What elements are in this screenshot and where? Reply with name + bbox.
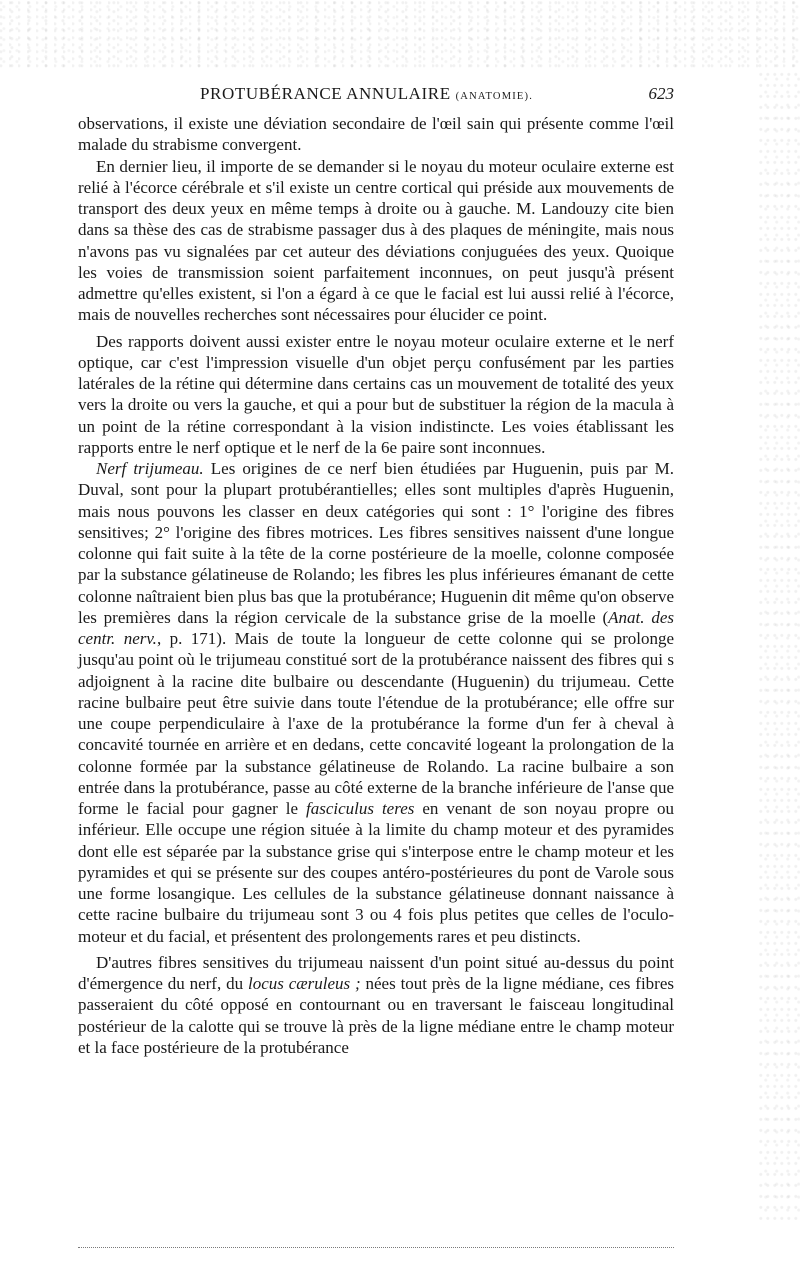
paragraph-5-part-1: D'autres fibres sensitives du trijumeau naissent d'un point situé au-dessus du point d'émergence du nerf, du xyxy=(78,952,674,993)
term-locus-caeruleus: locus cæruleus ; xyxy=(247,974,361,993)
paragraph-2: En dernier lieu, il importe de se demander si le noyau du moteur oculaire externe est relié à l'écorce cérébrale et s'il existe un centre cortical qui préside aux mouvements de transport des deux yeux en même temps à droite ou à gauche. M. Landouzy cite bien dans sa thèse des cas de strabisme passager dus à des plaques de méningite, mais nous n'avons pas vu signalées par cet auteur des déviations conjuguées des yeux. Quoique les voies de transmission soient parfaitement inconnues, on peut jusqu'à présent admettre qu'elles existent, si l'on a égard à ce que le facial est lui aussi relié à l'écorce, mais de nouvelles recherches sont nécessaires pour élucider ce point. xyxy=(78,156,674,325)
paragraph-4 xyxy=(78,458,674,947)
running-header xyxy=(78,84,674,110)
paragraph-4-part-1: Les origines de ce nerf bien étudiées par Huguenin, puis par M. Duval, sont pour la plupart protubérantielles; elles sont multiples d'après Huguenin, mais nous pouvons les classer en deux catégories qui sont : 1° l'origine des fibres sensitives; 2° l'origine des fibres motrices. Les fibres sensitives naissent d'une longue colonne qui fait suite à la tête de la corne postérieure de la moelle, colonne composée par la substance gélatineuse de Rolando; les fibres les plus inférieures émanant de cette colonne naîtraient bien plus bas que la protubérance; Huguenin dit même qu'on observe les premières dans la région cervicale de la substance grise de la moelle ( xyxy=(78,459,674,627)
term-fasciculus-teres: fasciculus teres xyxy=(306,799,415,818)
paragraph-3: Des rapports doivent aussi exister entre le noyau moteur oculaire externe et le nerf optique, car c'est l'impression visuelle d'un objet perçu confusément par les parties latérales de la rétine qui détermine dans certains cas un mouvement de totalité des yeux vers la droite ou vers la gauche, et qui a pour but de substituer la région de la macula à un point de la rétine correspondant à la vision indistincte. Les voies établissant les rapports entre le nerf optique et le nerf de la 6e paire sont inconnues. xyxy=(78,331,674,457)
paragraph-4-part-3: en venant de son noyau propre ou inférieur. Elle occupe une région située à la limite du champ moteur et des pyramides dont elle est séparée par la substance grise qui s'interpose entre le champ moteur et les pyramides et qui se présente sur des coupes antéro-postérieures du pont de Varole sous une forme losangique. Les cellules de la substance gélatineuse donnant naissance à cette racine bulbaire du trijumeau sont 3 ou 4 fois plus petites que celles de l'oculo-moteur et du facial, et présentent des prolongements rares et peu distincts. xyxy=(78,799,675,946)
body-text xyxy=(78,113,674,1058)
footer-rule xyxy=(78,1247,674,1248)
running-title xyxy=(200,84,533,104)
running-title-main: PROTUBÉRANCE ANNULAIRE xyxy=(200,84,451,103)
paragraph-5 xyxy=(78,952,674,1058)
paragraph-5-part-2: nées tout près de la ligne médiane, ces fibres passeraient du côté opposé en contournant ou en traversant le faisceau longitudinal postérieur de la calotte qui se trouve là près de la ligne médiane entre le champ moteur et la face postérieure de la protubérance xyxy=(78,974,674,1057)
section-heading-nerf-trijumeau: Nerf trijumeau. xyxy=(96,459,204,478)
running-title-subtitle: (ANATOMIE). xyxy=(455,91,534,102)
paragraph-1: observations, il existe une déviation secondaire de l'œil sain qui présente comme l'œil malade du strabisme convergent. xyxy=(78,114,674,155)
paragraph-4-part-2: , p. 171). Mais de toute la longueur de cette colonne qui se prolonge jusqu'au point où le trijumeau constitué sort de la protubérance naissent des fibres qui s adjoignent à la racine dite bulbaire ou descendante (Huguenin) du trijumeau. Cette racine bulbaire peut être suivie dans toute l'étendue de la protubérance; elle offre sur une coupe perpendiculaire à l'axe de la protubérance la forme d'un fer à cheval à concavité tournée en arrière et en dedans, cette concavité logeant la prolongation de la colonne formée par la substance gélatineuse de Rolando. La racine bulbaire a son entrée dans la protubérance, passe au côté externe de la branche inférieure de l'anse que forme le facial pour gagner le xyxy=(78,629,674,818)
scan-noise-right-margin xyxy=(758,70,800,1220)
page-number: 623 xyxy=(648,84,674,103)
scan-noise-top xyxy=(0,0,800,70)
citation-anat-des-centr-nerv: Anat. des centr. nerv. xyxy=(78,607,674,648)
